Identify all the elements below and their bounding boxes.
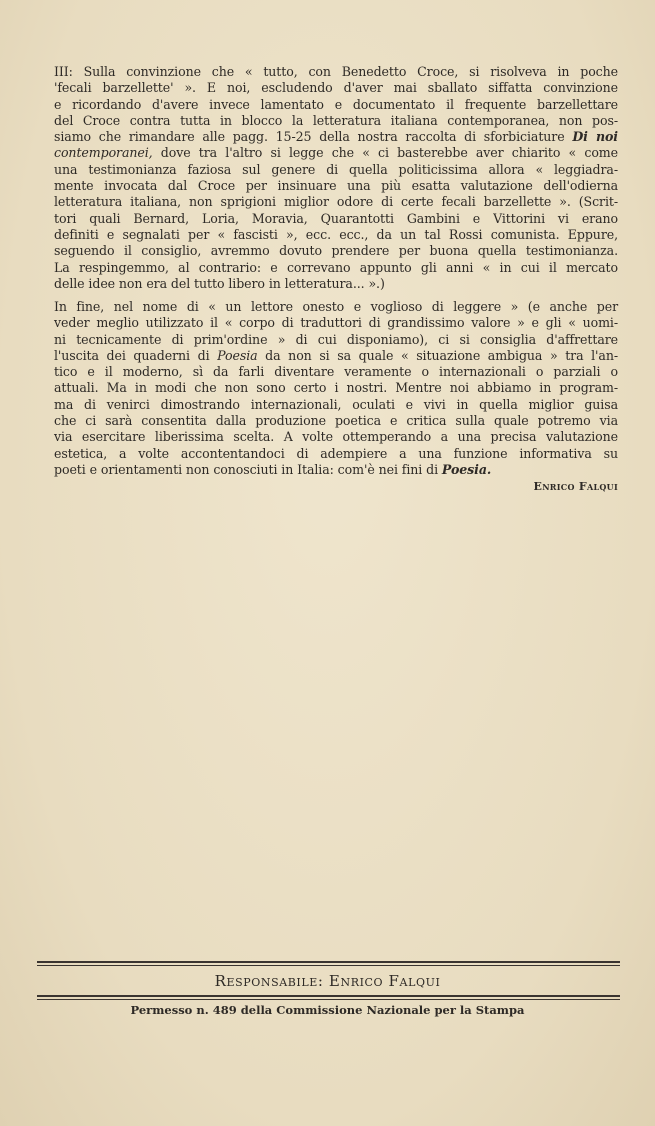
- text-segment: ma di venirci dimostrando internazionali, oculati e vivi in quella miglior guisa: [54, 396, 618, 412]
- text-line: [54, 194, 618, 210]
- text-segment: mente invocata dal Croce per insinuare una più esatta valutazione dell'odierna: [54, 178, 618, 194]
- text-line: [54, 162, 618, 178]
- text-line: [54, 380, 618, 396]
- paragraph-1: [54, 64, 618, 292]
- text-segment: letteratura italiana, non sprigioni miglior odore di certe fecali barzellette ». (Scrit-: [54, 194, 618, 210]
- text-segment: e ricordando d'avere invece lamentato e documentato il frequente barzellettare: [54, 96, 618, 112]
- text-line: [54, 260, 618, 276]
- text-segment: del Croce contra tutta in blocco la letteratura italiana contemporanea, non pos-: [54, 112, 618, 128]
- text-segment: siamo che rimandare alle pagg. 15-25 della nostra raccolta di sforbiciature: [54, 129, 573, 145]
- text-line: [54, 397, 618, 413]
- text-segment: contemporanei,: [54, 145, 153, 161]
- signature: Enrico Falqui: [533, 480, 618, 493]
- text-segment: 'fecali barzellette' ». E noi, escludendo d'aver mai sballato siffatta convinzione: [54, 80, 618, 96]
- text-segment: Poesia: [217, 347, 258, 363]
- text-segment: seguendo il consiglio, avremmo dovuto prendere per buona quella testimonianza.: [54, 243, 618, 259]
- text-segment: l'uscita dei quaderni di: [54, 347, 218, 363]
- text-segment: estetica, a volte accontentandoci di adempiere a una funzione informativa su: [54, 445, 618, 461]
- text-line: [54, 145, 618, 161]
- text-segment: In fine, nel nome di « un lettore onesto e voglioso di leggere » (e anche per: [54, 299, 618, 314]
- text-line: [54, 80, 618, 96]
- text-line: [54, 462, 618, 478]
- double-rule-bottom: [37, 995, 620, 1000]
- text-segment: delle idee non era del tutto libero in letteratura... ».): [54, 275, 385, 291]
- text-line: [54, 178, 618, 194]
- text-line: [54, 299, 618, 315]
- text-segment: dove tra l'altro si legge che « ci basterebbe aver chiarito « come: [152, 145, 618, 161]
- text-segment: poeti e orientamenti non conosciuti in Italia: com'è nei fini di: [54, 461, 442, 477]
- text-segment: definiti e segnalati per « fascisti », ecc. ecc., da un tal Rossi comunista. Eppure,: [54, 226, 618, 242]
- text-segment: ni tecnicamente di prim'ordine » di cui disponiamo), ci si consiglia d'affrettare: [54, 331, 618, 347]
- text-line: [54, 113, 618, 129]
- text-line: [54, 227, 618, 243]
- text-segment: che ci sarà consentita dalla produzione poetica e critica sulla quale potremo via: [54, 413, 618, 429]
- text-line: [54, 64, 618, 80]
- text-segment: III: Sulla convinzione che « tutto, con Benedetto Croce, si risolveva in poche: [54, 64, 618, 79]
- text-line: [54, 446, 618, 462]
- text-segment: via esercitare liberissima scelta. A volte ottemperando a una precisa valutazione: [54, 429, 618, 445]
- text-segment: attuali. Ma in modi che non sono certo i nostri. Mentre noi abbiamo in program-: [54, 380, 618, 396]
- text-line: [54, 97, 618, 113]
- text-segment: da non si sa quale « situazione ambigua » tra l'an-: [257, 347, 618, 363]
- text-line: [54, 332, 618, 348]
- text-segment: tori quali Bernard, Loria, Moravia, Quarantotti Gambini e Vittorini vi erano: [54, 210, 618, 226]
- double-rule-top: [37, 961, 620, 966]
- text-segment: La respingemmo, al contrario: e correvano appunto gli anni « in cui il mercato: [54, 259, 618, 275]
- text-segment: Poesia.: [441, 461, 492, 477]
- permesso-line: Permesso n. 489 della Commissione Nazionale per la Stampa: [130, 1003, 525, 1017]
- text-line: [54, 348, 618, 364]
- text-line: [54, 315, 618, 331]
- text-segment: tico e il moderno, sì da farli diventare veramente o internazionali o parziali o: [54, 364, 618, 380]
- text-line: [54, 129, 618, 145]
- text-segment: una testimonianza faziosa sul genere di quella politicissima allora « leggiadra-: [54, 161, 618, 177]
- text-line: [54, 243, 618, 259]
- text-segment: veder meglio utilizzato il « corpo di traduttori di grandissimo valore » e gli « uomi-: [54, 315, 618, 331]
- paragraph-2: [54, 299, 618, 478]
- text-line: [54, 276, 618, 292]
- text-segment: Di noi: [572, 129, 618, 145]
- text-line: [54, 413, 618, 429]
- text-line: [54, 364, 618, 380]
- responsabile-line: Responsabile: Enrico Falqui: [214, 972, 441, 990]
- text-line: [54, 429, 618, 445]
- text-line: [54, 211, 618, 227]
